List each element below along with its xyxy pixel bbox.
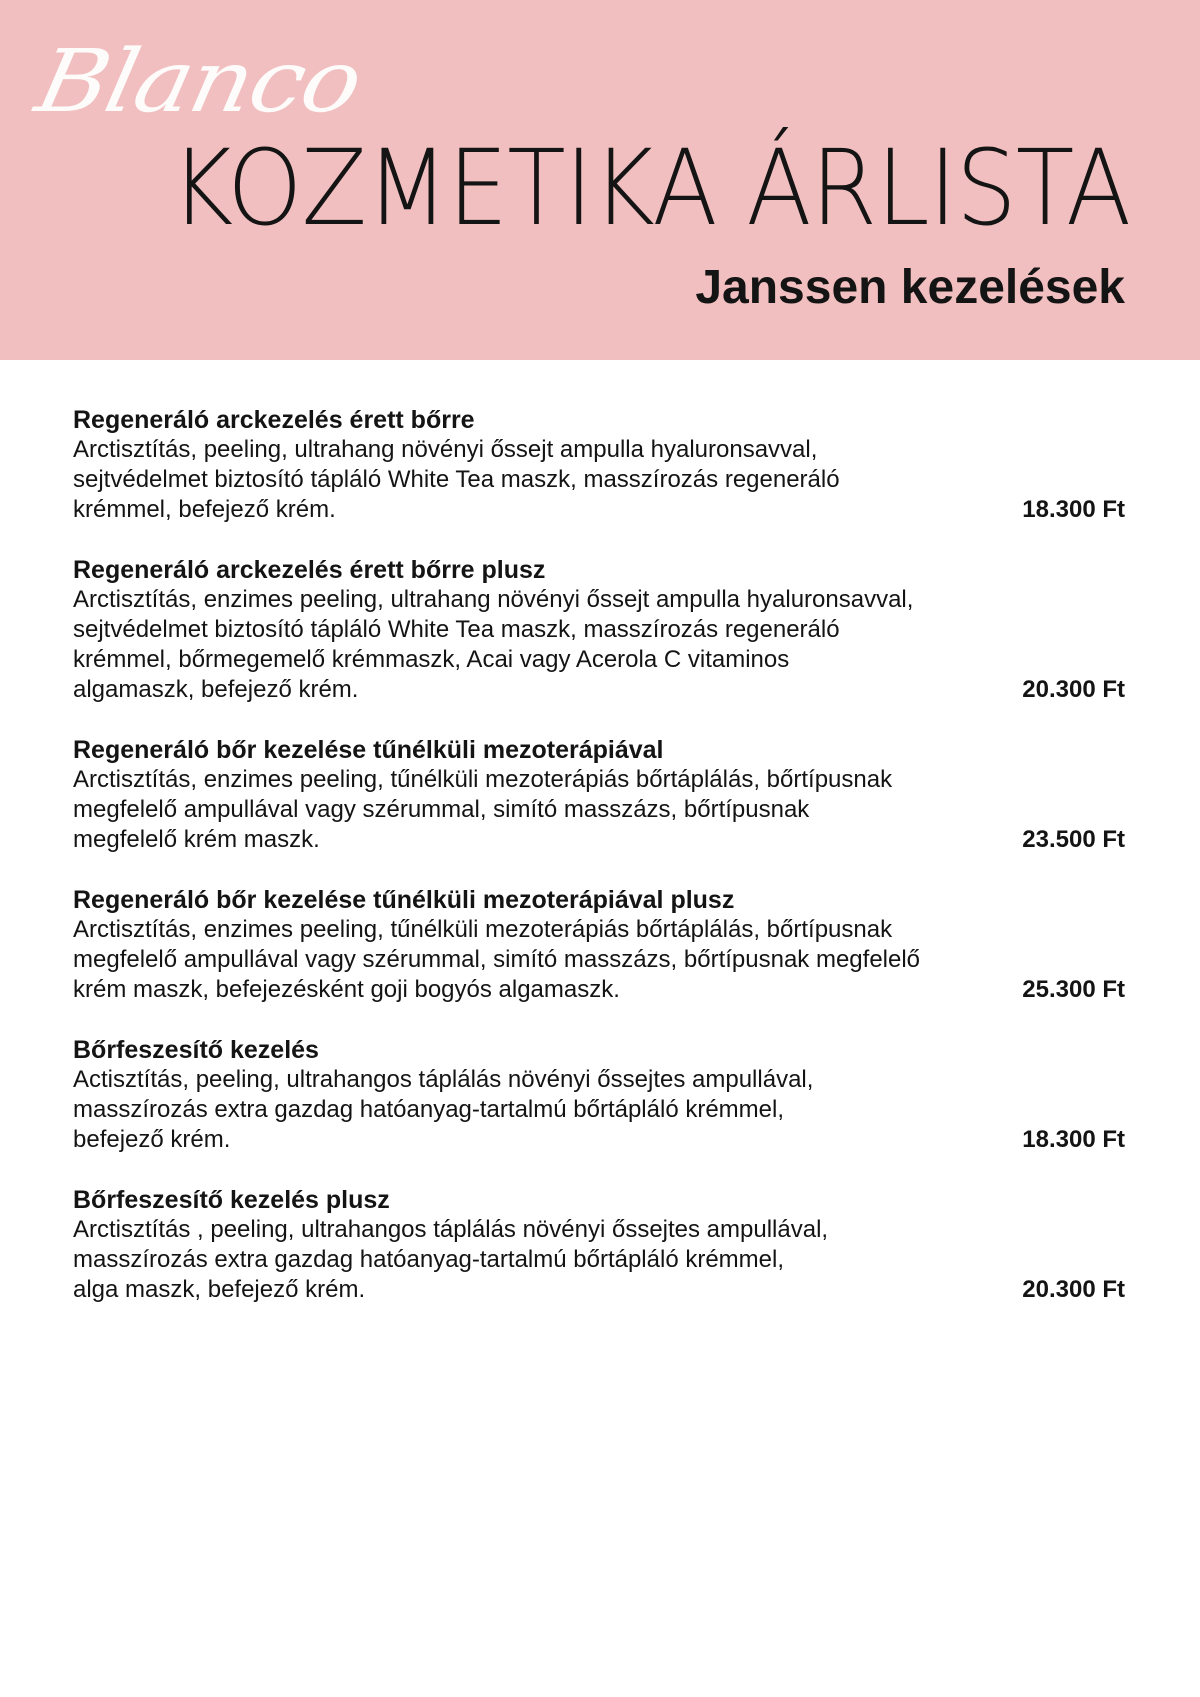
item-description-line: sejtvédelmet biztosító tápláló White Tea maszk, masszírozás regeneráló	[73, 466, 840, 493]
item-name: Regeneráló arckezelés érett bőrre plusz	[73, 556, 546, 584]
item-description-line: Arctisztítás, peeling, ultrahang növényi őssejt ampulla hyaluronsavval,	[73, 436, 818, 463]
list-item	[73, 885, 1125, 1005]
item-description-line: Arctisztítás, enzimes peeling, tűnélküli mezoterápiás bőrtáplálás, bőrtípusnak	[73, 916, 893, 943]
header-band	[0, 0, 1200, 360]
list-item	[73, 405, 1125, 525]
item-description-line: Arctisztítás , peeling, ultrahangos táplálás növényi őssejtes ampullával,	[73, 1216, 829, 1243]
price-list	[73, 405, 1125, 1335]
item-name: Regeneráló bőr kezelése tűnélküli mezoterápiával plusz	[73, 886, 735, 914]
item-price: 23.500 Ft	[1022, 826, 1125, 853]
item-description-line: sejtvédelmet biztosító tápláló White Tea maszk, masszírozás regeneráló	[73, 616, 840, 643]
item-description	[73, 915, 1008, 1005]
item-description-line: masszírozás extra gazdag hatóanyag-tartalmú bőrtápláló krémmel,	[73, 1096, 784, 1123]
item-description	[73, 1065, 1008, 1155]
item-description-line: befejező krém.	[73, 1126, 231, 1153]
item-price: 18.300 Ft	[1022, 1126, 1125, 1153]
item-description	[73, 435, 1008, 525]
item-description-line: krémmel, bőrmegemelő krémmaszk, Acai vagy Acerola C vitaminos	[73, 646, 790, 673]
item-name: Bőrfeszesítő kezelés plusz	[73, 1186, 390, 1214]
item-description-line: alga maszk, befejező krém.	[73, 1276, 366, 1303]
item-description-line: megfelelő ampullával vagy szérummal, simító masszázs, bőrtípusnak megfelelő	[73, 946, 921, 973]
item-description-line: krém maszk, befejezésként goji bogyós algamaszk.	[73, 976, 620, 1003]
item-description-line: Arctisztítás, enzimes peeling, tűnélküli mezoterápiás bőrtáplálás, bőrtípusnak	[73, 766, 893, 793]
item-description-line: megfelelő krém maszk.	[73, 826, 320, 853]
item-description-line: masszírozás extra gazdag hatóanyag-tartalmú bőrtápláló krémmel,	[73, 1246, 784, 1273]
list-item	[73, 735, 1125, 855]
item-description-line: megfelelő ampullával vagy szérummal, simító masszázs, bőrtípusnak	[73, 796, 810, 823]
item-price: 25.300 Ft	[1022, 976, 1125, 1003]
item-price: 20.300 Ft	[1022, 1276, 1125, 1303]
item-price: 20.300 Ft	[1022, 676, 1125, 703]
item-description-line: algamaszk, befejező krém.	[73, 676, 359, 703]
item-price: 18.300 Ft	[1022, 496, 1125, 523]
item-description	[73, 765, 1008, 855]
brand-logo: Blanco	[28, 30, 370, 132]
item-name: Regeneráló arckezelés érett bőrre	[73, 406, 475, 434]
page-title: KOZMETIKA ÁRLISTA	[170, 127, 1130, 249]
list-item	[73, 1185, 1125, 1305]
item-description-line: Actisztítás, peeling, ultrahangos táplálás növényi őssejtes ampullával,	[73, 1066, 814, 1093]
item-description-line: krémmel, befejező krém.	[73, 496, 336, 523]
item-name: Bőrfeszesítő kezelés	[73, 1036, 319, 1064]
list-item	[73, 1035, 1125, 1155]
item-name: Regeneráló bőr kezelése tűnélküli mezoterápiával	[73, 736, 664, 764]
list-item	[73, 555, 1125, 705]
item-description-line: Arctisztítás, enzimes peeling, ultrahang növényi őssejt ampulla hyaluronsavval,	[73, 586, 914, 613]
item-description	[73, 1215, 1008, 1305]
item-description	[73, 585, 1008, 705]
section-title: Janssen kezelések	[695, 261, 1125, 314]
